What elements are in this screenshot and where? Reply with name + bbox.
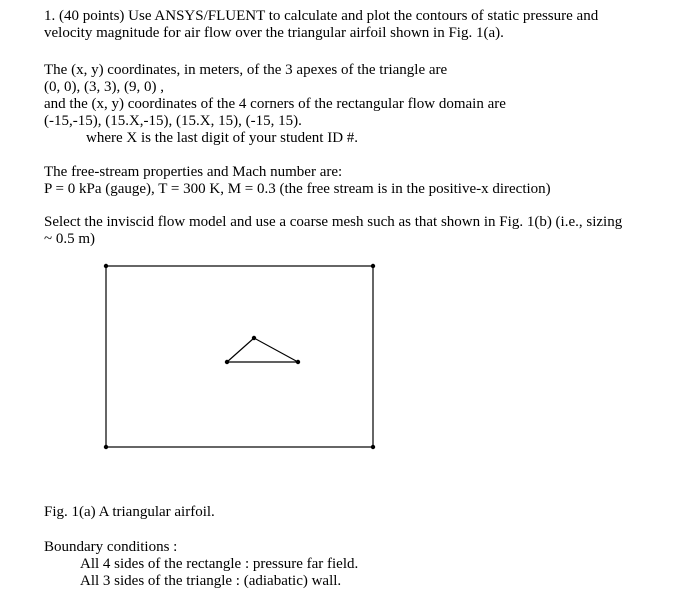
apex-coordinates: (0, 0), (3, 3), (9, 0) , [44, 79, 164, 95]
problem-line-2: velocity magnitude for air flow over the triangular airfoil shown in Fig. 1(a). [44, 25, 504, 41]
boundary-title: Boundary conditions : [44, 539, 178, 555]
domain-corner-bottom-left [104, 445, 108, 449]
boundary-rectangle: All 4 sides of the rectangle : pressure far field. [80, 556, 359, 572]
domain-corner-bottom-right [371, 445, 375, 449]
airfoil-apex-top [252, 336, 256, 340]
freestream-intro: The free-stream properties and Mach number are: [44, 164, 343, 180]
airfoil-apex-right [296, 360, 300, 364]
domain-corners: (-15,-15), (15.X,-15), (15.X, 15), (-15, 15). [44, 113, 302, 129]
freestream-values: P = 0 kPa (gauge), T = 300 K, M = 0.3 (the free stream is in the positive-x direction) [44, 181, 551, 197]
flow-domain-rectangle [106, 266, 373, 447]
student-id-note: where X is the last digit of your student ID #. [86, 130, 359, 146]
domain-corner-top-right [371, 264, 375, 268]
domain-corner-top-left [104, 264, 108, 268]
airfoil-apex-left [225, 360, 229, 364]
apex-intro: The (x, y) coordinates, in meters, of the 3 apexes of the triangle are [44, 62, 448, 78]
model-line-1: Select the inviscid flow model and use a coarse mesh such as that shown in Fig. 1(b) (i.e., sizing [44, 214, 623, 230]
triangular-airfoil [227, 338, 298, 362]
boundary-triangle: All 3 sides of the triangle : (adiabatic) wall. [80, 573, 342, 589]
figure-caption: Fig. 1(a) A triangular airfoil. [44, 504, 215, 520]
problem-line-1: 1. (40 points) Use ANSYS/FLUENT to calculate and plot the contours of static pressure and [44, 8, 599, 24]
model-line-2: ~ 0.5 m) [44, 231, 96, 247]
domain-intro: and the (x, y) coordinates of the 4 corners of the rectangular flow domain are [44, 96, 506, 112]
